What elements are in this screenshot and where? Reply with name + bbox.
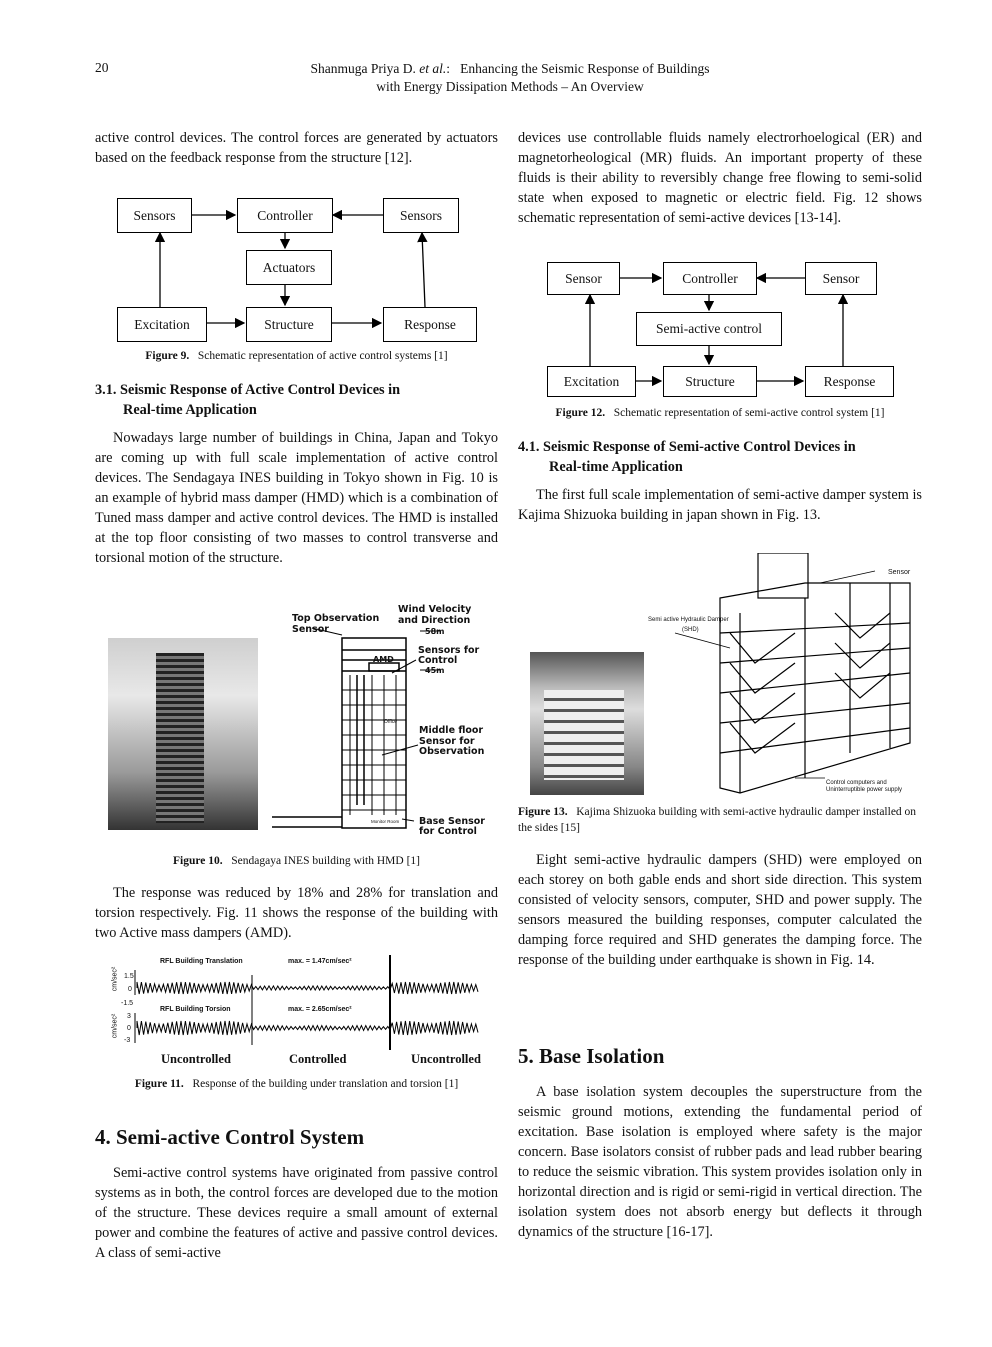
label-58m: 58m: [425, 627, 445, 636]
label-mid-2: Sensor for: [419, 736, 475, 747]
section-5-heading: 5. Base Isolation: [518, 1044, 665, 1068]
translation-waveform: [137, 982, 478, 994]
header-title-1: Enhancing the Seismic Response of Buildings: [460, 61, 710, 76]
right-paragraph-2: The first full scale implementation of semi-active damper system is Kajima Shizuoka building in japan shown in Fig. 13.: [518, 487, 922, 523]
translation-max: max. = 1.47cm/sec²: [288, 958, 352, 965]
page-number: 20: [95, 60, 109, 75]
heading-line-1: 3.1. Seismic Response of Active Control Devices in: [95, 382, 401, 398]
tick: -1.5: [121, 1000, 134, 1007]
right-paragraph-3: Eight semi-active hydraulic dampers (SHD) were employed on each storey on both gable ends and short side direction. This system consisted of velocity sensors, computer, SHD and power supply. The sensors measured the building responses, computer calculated the damping force required and SHD generates the damping force. The response of the building under earthquake is shown in Fig. 14.: [518, 852, 922, 968]
box-controller: Controller: [237, 198, 333, 233]
label-mid-3: Observation: [419, 746, 485, 757]
box-excitation: Excitation: [117, 307, 207, 342]
torsion-unit: cm/sec²: [111, 1013, 119, 1039]
left-paragraph-1: active control devices. The control forces are generated by actuators based on the feedback response from the structure [12].: [95, 130, 498, 166]
figure-10-label: Figure 10.: [172, 855, 223, 867]
phase-uncontrolled-1: Uncontrolled: [161, 1052, 231, 1066]
box-controller: Controller: [663, 262, 757, 295]
tick: 0: [128, 986, 132, 993]
box-actuators: Actuators: [246, 250, 332, 285]
translation-title: RFL Building Translation: [160, 958, 243, 965]
box-sensor-right: Sensor: [805, 262, 877, 295]
figure-12-caption: [518, 405, 922, 421]
label-wind-2: and Direction: [398, 615, 471, 626]
heading-line-1: 4.1. Seismic Response of Semi-active Control Devices in: [518, 439, 856, 455]
header-authors: Shanmuga Priya D.: [310, 61, 416, 76]
label-wind-1: Wind Velocity: [398, 604, 472, 615]
label-shd-2: (SHD): [682, 627, 699, 633]
figure-9-caption: [95, 348, 498, 364]
section-4-heading: 4. Semi-active Control System: [95, 1125, 365, 1149]
box-sensor-left: Sensor: [547, 262, 620, 295]
figure-10-caption-text: Sendagaya INES building with HMD [1]: [231, 855, 421, 867]
label-base-2: for Control: [419, 826, 477, 837]
figure-11-caption-text: Response of the building under translation and torsion [1]: [192, 1078, 459, 1090]
label-monitor: Monitor Room: [371, 819, 400, 824]
figure-9-label: Figure 9.: [145, 350, 190, 362]
figure-9-caption-text: Schematic representation of active control systems [1]: [197, 350, 448, 362]
phase-controlled: Controlled: [289, 1052, 347, 1066]
building-shape: [544, 690, 624, 780]
figure-11-waveforms: [115, 955, 490, 1050]
figure-11-caption: [95, 1076, 498, 1092]
tick: 1.5: [124, 973, 134, 980]
label-office: Office: [384, 719, 397, 725]
section-3-1-heading: [95, 380, 498, 420]
figure-13-label: Figure 13.: [518, 806, 568, 818]
box-response: Response: [805, 366, 894, 397]
tower-shape: [156, 653, 204, 823]
label-ctrl-1: Control computers and: [826, 780, 887, 786]
figure-11-label: Figure 11.: [134, 1078, 184, 1090]
tick: 0: [127, 1025, 131, 1032]
tick: -3: [124, 1037, 131, 1044]
figure-12-label: Figure 12.: [555, 407, 606, 419]
label-mid-1: Middle floor: [419, 725, 484, 736]
running-header: Shanmuga Priya D. et al.: Enhancing the Seismic Response of Buildings with Energy Dissipation Methods – An Overview: [250, 60, 770, 96]
right-paragraph-4: A base isolation system decouples the superstructure from the seismic ground motions, extending the fundamental period of excitation. Base isolation is employed where safety is the major concern. Base isolators consist of rubber pads and lead rubber bearing to reduce the seismic vibration. This system provides isolation only in horizontal direction and is rigid or semi-rigid in vertical direction. The isolation system does not absorb energy but deflects it through dynamics of the structure [16-17].: [518, 1084, 922, 1240]
section-4-1-heading: [518, 437, 922, 477]
left-paragraph-3: The response was reduced by 18% and 28% for translation and torsion respectively. Fig. 11 shows the response of the building with two Active mass dampers (AMD).: [95, 885, 498, 941]
figure-10-drawing: [272, 605, 492, 835]
translation-unit: cm/sec²: [111, 966, 119, 992]
torsion-title: RFL Building Torsion: [160, 1006, 231, 1013]
label-sensor: Sensor: [292, 624, 329, 635]
figure-10-photo: [108, 638, 258, 830]
left-paragraph-2: Nowadays large number of buildings in China, Japan and Tokyo are coming up with full scale implementation of active control devices. The Sendagaya INES building in Tokyo shown in Fig. 10 is an example of hybrid mass damper (HMD) which is a combination of Tuned mass damper and active control devices. The HMD is installed at the top floor consisting of two masses to control transverse and torsional motion of the structure.: [95, 430, 498, 566]
torsion-waveform: [137, 1021, 478, 1035]
label-base-1: Base Sensor: [419, 816, 485, 827]
label-sfc-2: Control: [418, 655, 458, 666]
tick: 3: [127, 1013, 131, 1020]
torsion-max: max. = 2.65cm/sec²: [288, 1006, 352, 1013]
label-ctrl-2: Uninterruptible power supply: [826, 787, 903, 793]
figure-13-photo: [530, 652, 644, 795]
phase-uncontrolled-2: Uncontrolled: [411, 1052, 481, 1066]
heading-line-2: Real-time Application: [549, 459, 683, 475]
box-excitation: Excitation: [547, 366, 636, 397]
header-title-2: with Energy Dissipation Methods – An Overview: [376, 79, 644, 94]
box-response: Response: [383, 307, 477, 342]
label-sensor: Sensor: [888, 569, 911, 576]
figure-13-caption: [518, 804, 922, 836]
label-amd: AMD: [373, 655, 394, 664]
label-45m: 45m: [425, 666, 445, 675]
box-structure: Structure: [663, 366, 757, 397]
box-sensors-left: Sensors: [117, 198, 192, 233]
figure-12-caption-text: Schematic representation of semi-active control system [1]: [613, 407, 885, 419]
left-paragraph-4: Semi-active control systems have originated from passive control systems as in both, the control forces are developed due to the motion of the structure. These devices require a small amount of external power and combine the features of active and passive control devices. A class of semi-active: [95, 1165, 498, 1261]
header-etal: et al.: [419, 61, 447, 76]
box-semi-active-control: Semi-active control: [636, 312, 782, 346]
figure-13-caption-text: Kajima Shizuoka building with semi-active hydraulic damper installed on the sides [15]: [518, 806, 917, 834]
label-shd-1: Semi active Hydraulic Damper: [648, 617, 729, 623]
figure-13-drawing: [645, 553, 922, 798]
figure-10-caption: [95, 853, 498, 869]
label-top-observation: Top Observation: [292, 613, 380, 624]
box-sensors-right: Sensors: [383, 198, 459, 233]
box-structure: Structure: [246, 307, 332, 342]
label-sfc-1: Sensors for: [418, 645, 480, 656]
right-paragraph-1: devices use controllable fluids namely electrorhoelogical (ER) and magnetorheological (MR) fluids. An important property of these fluids is their ability to reversibly change free flowing to semi-solid state when exposed to magnetic or electric field. Fig. 12 shows schematic representation of semi-active devices [13-14].: [518, 130, 922, 226]
heading-line-2: Real-time Application: [123, 402, 257, 418]
